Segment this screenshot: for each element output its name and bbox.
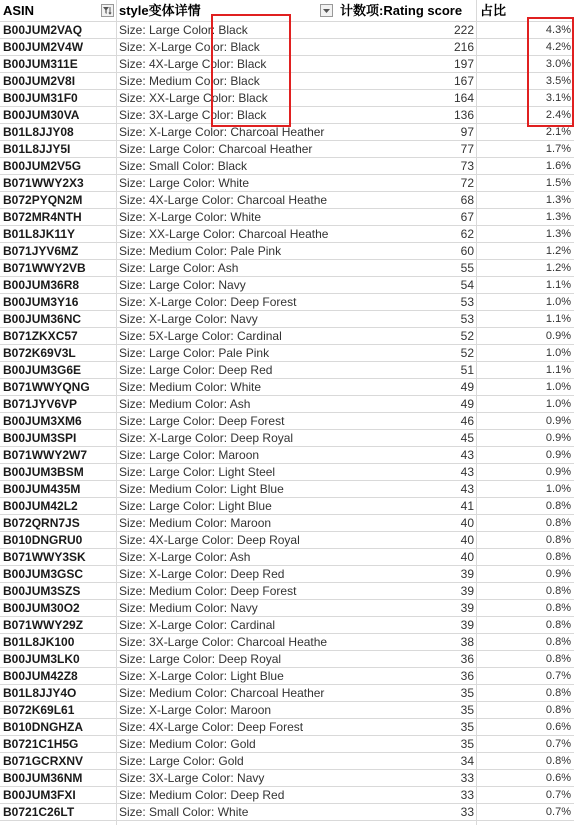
asin-cell: B010DNGHZA [3, 720, 84, 734]
pct-cell: 0.6% [545, 772, 571, 784]
asin-cell: B00JUM31F0 [3, 91, 78, 105]
style-cell: Size: Large Color: Deep Royal [119, 652, 282, 666]
score-cell: 97 [460, 125, 474, 139]
asin-cell: B0721C1H5G [3, 737, 79, 751]
table-row[interactable] [0, 328, 574, 345]
asin-cell: B00JUM2V8I [3, 74, 76, 88]
style-cell: Size: Medium Color: Navy [119, 601, 258, 615]
style-cell: Size: Small Color: White [119, 805, 249, 819]
pct-cell: 1.5% [545, 177, 571, 189]
table-row[interactable] [0, 617, 574, 634]
table-row[interactable] [0, 39, 574, 56]
pct-cell: 0.7% [545, 670, 571, 682]
table-row[interactable] [0, 396, 574, 413]
pct-cell: 1.0% [545, 398, 571, 410]
score-cell: 49 [460, 397, 474, 411]
table-row[interactable] [0, 481, 574, 498]
header-style: style变体详情 [119, 3, 201, 18]
table-row[interactable] [0, 362, 574, 379]
pct-cell: 0.8% [545, 585, 571, 597]
asin-cell: B00JUM2VAQ [3, 23, 83, 37]
style-cell: Size: X-Large Color: Deep Forest [119, 295, 297, 309]
pct-cell: 0.8% [545, 551, 571, 563]
score-cell: 40 [460, 516, 474, 530]
score-cell: 54 [460, 278, 474, 292]
table-row[interactable] [0, 73, 574, 90]
asin-cell: B071WWY2X3 [3, 176, 84, 190]
table-row[interactable] [0, 753, 574, 770]
table-row[interactable] [0, 430, 574, 447]
score-cell: 167 [453, 74, 474, 88]
filter-icon[interactable] [101, 4, 114, 17]
score-cell: 77 [460, 142, 474, 156]
style-cell: Size: Large Color: Maroon [119, 448, 260, 462]
asin-cell: B01L8JK100 [3, 635, 75, 649]
table-row[interactable] [0, 243, 574, 260]
pct-cell: 1.0% [545, 381, 571, 393]
table-row[interactable] [0, 345, 574, 362]
pct-cell: 0.9% [545, 330, 571, 342]
table-row[interactable] [0, 668, 574, 685]
score-cell: 197 [453, 57, 474, 71]
score-cell: 33 [460, 805, 474, 819]
style-cell: Size: Large Color: Black [119, 23, 248, 37]
table-row[interactable] [0, 158, 574, 175]
style-cell: Size: 3X-Large Color: Black [119, 108, 267, 122]
style-cell: Size: Large Color: Light Steel [119, 465, 276, 479]
style-cell: Size: Medium Color: Deep Red [119, 788, 285, 802]
style-cell: Size: Medium Color: Maroon [119, 516, 272, 530]
asin-cell: B072K69V3L [3, 346, 76, 360]
table-row[interactable] [0, 464, 574, 481]
table-row[interactable] [0, 107, 574, 124]
pct-cell: 1.3% [545, 211, 571, 223]
header-score: 计数项:Rating score [340, 3, 463, 18]
pct-cell: 2.4% [545, 109, 571, 121]
asin-cell: B00JUM3LK0 [3, 652, 80, 666]
score-cell: 49 [460, 380, 474, 394]
style-cell: Size: Large Color: Gold [119, 754, 244, 768]
score-cell: 39 [460, 618, 474, 632]
score-cell: 40 [460, 550, 474, 564]
score-cell: 39 [460, 567, 474, 581]
style-cell: Size: 4X-Large Color: Deep Royal [119, 533, 300, 547]
style-cell: Size: Large Color: Pale Pink [119, 346, 270, 360]
asin-cell: B071WWY29Z [3, 618, 84, 632]
score-cell: 43 [460, 448, 474, 462]
asin-cell: B071WWY3SK [3, 550, 86, 564]
asin-cell: B071WWYQNG [3, 380, 90, 394]
score-cell: 41 [460, 499, 474, 513]
style-cell: Size: XX-Large Color: Black [119, 91, 268, 105]
table-row[interactable] [0, 634, 574, 651]
style-cell: Size: Large Color: Navy [119, 278, 246, 292]
score-cell: 68 [460, 193, 474, 207]
asin-cell: B00JUM3GSC [3, 567, 84, 581]
style-cell: Size: 4X-Large Color: Black [119, 57, 267, 71]
score-cell: 39 [460, 601, 474, 615]
table-row[interactable] [0, 804, 574, 821]
style-cell: Size: Small Color: Black [119, 159, 248, 173]
pct-cell: 0.8% [545, 602, 571, 614]
score-cell: 35 [460, 686, 474, 700]
table-row[interactable] [0, 515, 574, 532]
style-cell: Size: Medium Color: Charcoal Heather [119, 686, 325, 700]
asin-cell: B071WWY2W7 [3, 448, 88, 462]
style-cell: Size: 5X-Large Color: Cardinal [119, 329, 282, 343]
asin-cell: B00JUM2V5G [3, 159, 82, 173]
pct-cell: 1.3% [545, 228, 571, 240]
pct-cell: 0.9% [545, 568, 571, 580]
pct-cell: 1.1% [545, 364, 571, 376]
table-row[interactable] [0, 90, 574, 107]
table-row[interactable] [0, 22, 574, 39]
pct-cell: 3.0% [545, 58, 571, 70]
asin-cell: B00JUM3XM6 [3, 414, 82, 428]
score-cell: 35 [460, 737, 474, 751]
score-cell: 43 [460, 465, 474, 479]
score-cell: 53 [460, 312, 474, 326]
pct-cell: 0.7% [545, 789, 571, 801]
style-cell: Size: Large Color: Light Blue [119, 499, 272, 513]
style-cell: Size: Medium Color: White [119, 380, 262, 394]
table-row[interactable] [0, 787, 574, 804]
pct-cell: 0.8% [545, 636, 571, 648]
pct-cell: 0.9% [545, 415, 571, 427]
pct-cell: 1.1% [545, 313, 571, 325]
table-row[interactable] [0, 600, 574, 617]
score-cell: 36 [460, 652, 474, 666]
style-cell: Size: Medium Color: Light Blue [119, 482, 284, 496]
asin-cell: B071GCRXNV [3, 754, 84, 768]
asin-cell: B00JUM3FXI [3, 788, 76, 802]
pct-cell: 0.9% [545, 432, 571, 444]
style-cell: Size: X-Large Color: Black [119, 40, 260, 54]
asin-cell: B072QRN7JS [3, 516, 80, 530]
style-cell: Size: Medium Color: Gold [119, 737, 256, 751]
table-row[interactable] [0, 447, 574, 464]
score-cell: 35 [460, 703, 474, 717]
table-row[interactable] [0, 566, 574, 583]
table-row[interactable] [0, 549, 574, 566]
score-cell: 38 [460, 635, 474, 649]
score-cell: 52 [460, 329, 474, 343]
asin-cell: B00JUM42L2 [3, 499, 78, 513]
score-cell: 46 [460, 414, 474, 428]
style-cell: Size: X-Large Color: Deep Royal [119, 431, 294, 445]
table-row[interactable] [0, 56, 574, 73]
score-cell: 35 [460, 720, 474, 734]
score-cell: 136 [453, 108, 474, 122]
asin-cell: B071ZKXC57 [3, 329, 78, 343]
asin-cell: B071JYV6VP [3, 397, 78, 411]
header-asin: ASIN [3, 3, 35, 18]
score-cell: 222 [453, 23, 474, 37]
asin-cell: B072K69L61 [3, 703, 75, 717]
pct-cell: 0.8% [545, 619, 571, 631]
style-cell: Size: Medium Color: Black [119, 74, 260, 88]
pct-cell: 4.3% [545, 24, 571, 36]
style-cell: Size: Large Color: Deep Forest [119, 414, 285, 428]
pct-cell: 3.1% [545, 92, 571, 104]
score-cell: 36 [460, 669, 474, 683]
table-row[interactable] [0, 192, 574, 209]
pct-cell: 1.0% [545, 347, 571, 359]
style-cell: Size: X-Large Color: Cardinal [119, 618, 276, 632]
style-cell: Size: X-Large Color: Ash [119, 550, 251, 564]
pct-cell: 0.8% [545, 517, 571, 529]
style-cell: Size: XX-Large Color: Charcoal Heathe [119, 227, 329, 241]
score-cell: 33 [460, 771, 474, 785]
pct-cell: 0.7% [545, 806, 571, 818]
score-cell: 40 [460, 533, 474, 547]
header-pct: 占比 [480, 3, 507, 18]
asin-cell: B072PYQN2M [3, 193, 83, 207]
pct-cell: 1.3% [545, 194, 571, 206]
pct-cell: 0.9% [545, 449, 571, 461]
score-cell: 72 [460, 176, 474, 190]
table-row[interactable] [0, 209, 574, 226]
score-cell: 60 [460, 244, 474, 258]
style-cell: Size: X-Large Color: Charcoal Heather [119, 125, 325, 139]
asin-cell: B00JUM435M [3, 482, 81, 496]
asin-cell: B00JUM3SPI [3, 431, 77, 445]
asin-cell: B00JUM3Y16 [3, 295, 79, 309]
table-row[interactable] [0, 583, 574, 600]
header-row [0, 0, 574, 22]
asin-cell: B00JUM2V4W [3, 40, 84, 54]
asin-cell: B00JUM42Z8 [3, 669, 78, 683]
style-cell: Size: Medium Color: Pale Pink [119, 244, 282, 258]
asin-cell: B00JUM3BSM [3, 465, 84, 479]
score-cell: 33 [460, 788, 474, 802]
asin-cell: B00JUM30O2 [3, 601, 80, 615]
asin-cell: B01L8JJY4O [3, 686, 77, 700]
asin-cell: B00JUM3SZS [3, 584, 81, 598]
pct-cell: 1.2% [545, 262, 571, 274]
table-row[interactable] [0, 413, 574, 430]
asin-cell: B010DNGRU0 [3, 533, 83, 547]
style-cell: Size: 4X-Large Color: Deep Forest [119, 720, 304, 734]
table-row[interactable] [0, 124, 574, 141]
pct-cell: 0.8% [545, 534, 571, 546]
style-cell: Size: Large Color: Ash [119, 261, 239, 275]
table-row[interactable] [0, 719, 574, 736]
pct-cell: 0.8% [545, 755, 571, 767]
asin-cell: B00JUM36NM [3, 771, 83, 785]
style-cell: Size: Large Color: Deep Red [119, 363, 273, 377]
score-cell: 52 [460, 346, 474, 360]
table-row[interactable] [0, 651, 574, 668]
table-row[interactable] [0, 702, 574, 719]
style-cell: Size: Large Color: White [119, 176, 250, 190]
pct-cell: 0.8% [545, 653, 571, 665]
table-row[interactable] [0, 175, 574, 192]
asin-cell: B00JUM36R8 [3, 278, 80, 292]
table-row[interactable] [0, 379, 574, 396]
pct-cell: 0.8% [545, 687, 571, 699]
table-row[interactable] [0, 260, 574, 277]
asin-cell: B01L8JK11Y [3, 227, 76, 241]
table-row[interactable] [0, 277, 574, 294]
pct-cell: 1.0% [545, 483, 571, 495]
score-cell: 62 [460, 227, 474, 241]
score-cell: 43 [460, 482, 474, 496]
pct-cell: 1.0% [545, 296, 571, 308]
table-row[interactable] [0, 498, 574, 515]
pct-cell: 0.7% [545, 738, 571, 750]
style-cell: Size: X-Large Color: Light Blue [119, 669, 284, 683]
style-cell: Size: X-Large Color: Maroon [119, 703, 272, 717]
table-row[interactable] [0, 770, 574, 787]
asin-cell: B00JUM311E [3, 57, 78, 71]
style-cell: Size: Medium Color: Ash [119, 397, 251, 411]
score-cell: 216 [453, 40, 474, 54]
pct-cell: 0.8% [545, 704, 571, 716]
pct-cell: 1.1% [545, 279, 571, 291]
asin-cell: B071WWY2VB [3, 261, 86, 275]
table-row[interactable] [0, 141, 574, 158]
style-cell: Size: 3X-Large Color: Charcoal Heathe [119, 635, 328, 649]
pct-cell: 1.6% [545, 160, 571, 172]
style-cell: Size: X-Large Color: White [119, 210, 262, 224]
asin-cell: B0721C26LT [3, 805, 75, 819]
pct-cell: 0.6% [545, 721, 571, 733]
asin-cell: B01L8JJY08 [3, 125, 74, 139]
score-cell: 39 [460, 584, 474, 598]
pct-cell: 1.2% [545, 245, 571, 257]
style-cell: Size: 4X-Large Color: Charcoal Heathe [119, 193, 328, 207]
score-cell: 73 [460, 159, 474, 173]
score-cell: 164 [453, 91, 474, 105]
table-row[interactable] [0, 311, 574, 328]
style-cell: Size: 3X-Large Color: Navy [119, 771, 265, 785]
asin-cell: B00JUM36NC [3, 312, 82, 326]
score-cell: 67 [460, 210, 474, 224]
asin-cell: B071JYV6MZ [3, 244, 79, 258]
score-cell: 53 [460, 295, 474, 309]
pct-cell: 2.1% [545, 126, 571, 138]
pct-cell: 0.8% [545, 500, 571, 512]
table-row[interactable] [0, 294, 574, 311]
score-cell: 34 [460, 754, 474, 768]
pct-cell: 4.2% [545, 41, 571, 53]
pct-cell: 0.9% [545, 466, 571, 478]
dropdown-icon[interactable] [320, 4, 333, 17]
asin-cell: B00JUM30VA [3, 108, 80, 122]
style-cell: Size: X-Large Color: Deep Red [119, 567, 285, 581]
style-cell: Size: Large Color: Charcoal Heather [119, 142, 313, 156]
score-cell: 51 [460, 363, 474, 377]
table-row[interactable] [0, 532, 574, 549]
table-row[interactable] [0, 226, 574, 243]
style-cell: Size: X-Large Color: Navy [119, 312, 258, 326]
score-cell: 45 [460, 431, 474, 445]
table-row[interactable] [0, 685, 574, 702]
table-row[interactable] [0, 736, 574, 753]
asin-cell: B00JUM3G6E [3, 363, 82, 377]
pct-cell: 1.7% [545, 143, 571, 155]
asin-cell: B01L8JJY5I [3, 142, 71, 156]
score-cell: 55 [460, 261, 474, 275]
style-cell: Size: Medium Color: Deep Forest [119, 584, 297, 598]
pct-cell: 3.5% [545, 75, 571, 87]
asin-cell: B072MR4NTH [3, 210, 82, 224]
table-body [0, 22, 574, 821]
